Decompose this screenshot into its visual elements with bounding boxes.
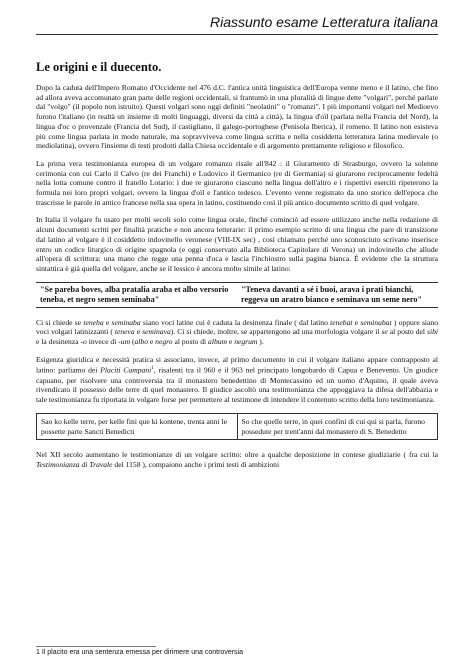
- placito-original: Sao ko kelle terre, per kelle fini que ki kontene, trenta anni le possette parte Sancti Benedicti: [37, 413, 238, 439]
- paragraph-teneba: Ci si chiede se teneba e seminaba siano voci latine cui è caduta la desinenza finale ( dal latino tenebat e seminabat ) oppure siano voci volgari latinizzanti ( teneva e seminava). Ci si chiede, inoltre, se appartengono ad una morfologia volgare il se al posto del sibi e la desinenza -o invece di -um (albo e negro al posto di album e negrum ).: [36, 317, 438, 347]
- page-header: [36, 14, 438, 35]
- placito-text-table: [36, 413, 438, 440]
- document-title: Riassunto esame Letteratura italiana: [209, 14, 438, 30]
- footnote-ref: 1: [151, 366, 154, 372]
- paragraph-placiti: Esigenza giuridica e necessità pratica si associano, invece, al primo documento in cui il volgare italiano appare contrapposto al latino: parliamo dei Placiti Campani$^1$, risalenti tra il 960 e il 963 nel principato longobardo di Capua e Benevento. Un giudice capuano, per risolvere una controversia tra il monastero benedettino di Montecassino ed un uomo d'Aquino, il quale aveva rivendicato il possesso delle terre di quel monastero. Il giudice ascoltò una testimonianza che appoggiava la difesa dell'abbazia e tale testimonianza fu riportata in volgare forse per permettere al testimone di intendere il contenuto scritto della loro testimonianza.: [36, 354, 438, 405]
- paragraph-indovinello: In Italia il volgare fu usato per molti secoli solo come lingua orale, finché cominciò ad essere utilizzato anche nella redazione di alcuni documenti scritti per finalità pratiche e non ancora letterarie: il primo esempio scritto di una lingua che pare di transizione dal latino al volgare è il cosiddetto indovinello veronese (VIII-IX sec) , così chiamato perché uno sconosciuto scrivano inserisce entro un codice liturgico di origine spagnola (e oggi conservato alla Biblioteca Capitolare di Verona) un indovinello che allude all'opera di scrittura: una mano che regge una penna d'oca e lascia l'inchiostro sulla pagina bianca. È evidente che la struttura sintattica è già quella del volgare, anche se il lessico è ancora molto simile al latino:: [36, 215, 438, 273]
- paragraph-strasburgo: La prima vera testimonianza europea di un volgare romanzo risale all'842 : il Giuramento di Strasburgo, ovvero la solenne cerimonia con cui Carlo il Calvo (re dei Franchi) e Ludovico il Germanico (re di Germania) si giurarono reciprocamente fedeltà nella lotta comune contro il fratello Lotario: i due re giurarono ciascuno nella lingua dell'altro e i rispettivi eserciti ripeterono la formula nei loro propri volgari, ovvero la lingua d'oïl e l'antico tedesco. L'evento venne registrato da uno storico dell'epoca che trascrisse le parole in antico francese nella sua opera in latino, costituendo così il più antico documento scritto di quel volgare.: [36, 158, 438, 207]
- paragraph-origins: Dopo la caduta dell'Impero Romano d'Occidente nel 476 d.C. l'antica unità linguistica dell'Europa venne meno e il latino, che fino ad allora aveva accomunato gran parte delle regioni occidentali, si frantumò in una pluralità di lingue dette "volgari", perché parlate dal "volgo" (il popolo non istruito). Questi volgari sono oggi definiti "neolatini" o "romanzi". I più importanti volgari nel Medioevo furono l'italiano (in realtà un insieme di molti linguaggi, diversi da città a città), la lingua d'oïl (parlata nella Francia del Nord), la lingua d'oc o provenzale (Francia del Sud), il castigliano, il galego-portoghese (Penisola Iberica), il romeno. Il latino non esisteva più come lingua parlata in modo naturale, ma sopravviveva come lingua scritta e nella cosiddetta letteratura latina medievale (o mediolatina), ovvero l'insieme di testi prodotti dalla Chiesa occidentale e di argomento prettamente religioso e filosofico.: [36, 83, 438, 151]
- latin-quote: "Se pareba boves, alba pratalia araba et albo versorio teneba, et negro semen seminaba": [36, 282, 237, 307]
- document-body: [36, 46, 438, 478]
- footnote-text: 1 Il placito era una sentenza emessa per dirimere una controversia: [36, 649, 243, 656]
- paragraph-xii-secolo: Nel XII secolo aumentano le testimonianze di un volgare scritto: oltre a qualche deposizione in contese giudiziarie ( fra cui la Testimonianza di Travale del 1158 ), compaiono anche i primi testi di ambizioni: [36, 450, 438, 469]
- footnote: [36, 646, 243, 656]
- indovinello-quote-table: [36, 282, 438, 308]
- placito-translation: So che quelle terre, in quei confini di cui qui si parla, furono possedute per trent'anni dal monastero di S. Benedetto: [237, 413, 438, 439]
- italian-translation-quote: "Teneva davanti a sé i buoi, arava i prati bianchi, reggeva un aratro bianco e seminava un seme nero": [237, 282, 438, 307]
- section-title: Le origini e il duecento.: [36, 60, 162, 74]
